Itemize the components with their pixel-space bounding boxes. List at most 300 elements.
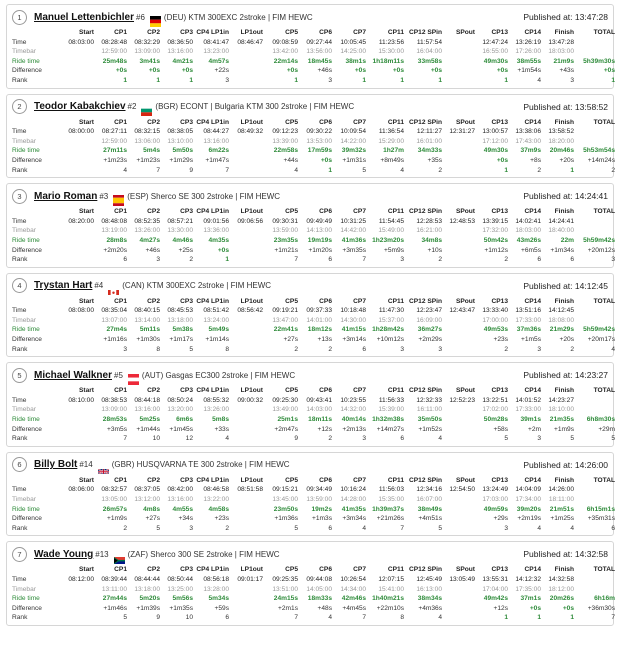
ride-cell: 23m50s: [273, 505, 298, 513]
column-header: SPout: [455, 566, 475, 574]
time-cell: 14:12:32: [515, 575, 541, 583]
ride-cell: 4m57s: [208, 57, 229, 65]
time-cell: 10:05:45: [340, 38, 366, 46]
timebar-cell: 17:32:00: [482, 227, 508, 235]
timebar-cell: 15:37:00: [378, 316, 404, 324]
ride-cell: 22m58s: [273, 147, 298, 155]
flag-deu-icon: [150, 14, 161, 21]
ride-cell: 1h27m: [383, 147, 404, 155]
timebar-cell: [60, 137, 94, 147]
rank-cell: 7: [294, 256, 298, 264]
rank-cell: [442, 434, 475, 444]
ride-cell: 18m45s: [307, 57, 332, 65]
row-label: Timebar: [12, 496, 36, 503]
ride-cell: 1h28m42s: [372, 326, 404, 334]
time-cell: 13:33:40: [482, 307, 508, 315]
row-label: Rank: [12, 435, 28, 443]
timebar-cell: 13:59:00: [272, 227, 298, 235]
timebar-cell: [442, 47, 475, 57]
timebar-cell: 13:26:00: [203, 406, 229, 414]
flag-can-icon: [108, 282, 119, 289]
column-header: [12, 476, 60, 486]
rank-cell: 4: [537, 76, 541, 84]
diff-cell: +3m35s: [342, 246, 366, 254]
row-label: Time: [12, 486, 27, 494]
rank-cell: 5: [362, 166, 366, 174]
rank-cell: [60, 76, 94, 86]
time-cell: 08:08:00: [68, 307, 94, 315]
ride-cell: 39m1s: [520, 416, 541, 424]
rank-cell: [442, 166, 475, 176]
column-header: Start: [78, 476, 94, 484]
rank-cell: [60, 255, 94, 265]
column-header: SPout: [455, 297, 475, 305]
ride-cell: 38m34s: [417, 595, 442, 603]
timebar-cell: [442, 316, 475, 326]
rank-cell: 3: [400, 256, 404, 264]
ride-cell: 5h59m42s: [583, 326, 615, 334]
ride-cell: [229, 236, 263, 246]
time-row: [12, 306, 615, 316]
rank-row: [12, 613, 615, 623]
timebar-row: [12, 137, 615, 147]
rider-card: [6, 541, 614, 626]
diff-cell: +1m14s: [205, 336, 229, 344]
timebar-cell: 18:20:00: [548, 137, 574, 145]
ride-cell: 5m56s: [172, 595, 193, 603]
timebar-cell: [229, 226, 263, 236]
rider-name-link[interactable]: Billy Bolt: [34, 459, 78, 471]
ride-cell: [442, 505, 475, 515]
column-header: Start: [78, 297, 94, 305]
diff-cell: +27s: [283, 336, 298, 344]
column-header: CP5: [285, 29, 298, 36]
diff-cell: +2m29s: [418, 336, 442, 344]
column-header: LP1out: [240, 118, 263, 126]
rider-name-link[interactable]: Michael Walkner: [34, 369, 112, 381]
time-cell: 08:38:05: [167, 128, 193, 136]
rider-info: (AUT) Gasgas EC300 2stroke | FIM HEWC: [141, 370, 296, 380]
rank-cell: 1: [328, 166, 332, 174]
ride-cell: 5h59m42s: [583, 236, 615, 244]
time-cell: 12:47:24: [482, 38, 508, 46]
column-header: Start: [78, 387, 94, 395]
ride-cell: 4m21s: [172, 57, 193, 65]
rider-header: [12, 366, 608, 384]
rider-card: [6, 4, 614, 89]
rank-cell: 3: [123, 345, 127, 353]
ride-cell: 1h39m37s: [372, 505, 404, 513]
time-row: [12, 38, 615, 48]
column-header: Finish: [554, 118, 574, 126]
diff-cell: +1m45s: [169, 425, 193, 433]
row-label: Timebar: [12, 316, 36, 324]
timebar-cell: 13:18:00: [134, 585, 160, 593]
time-cell: 14:12:45: [548, 307, 574, 315]
ride-cell: 20m26s: [549, 595, 574, 603]
timebar-cell: 13:09:00: [134, 48, 160, 56]
timebar-row: [12, 405, 615, 415]
column-header: Finish: [554, 29, 574, 36]
ride-cell: 24m15s: [273, 595, 298, 603]
diff-cell: +1m31s: [342, 156, 366, 164]
diff-cell: [442, 514, 475, 524]
ride-cell: [60, 505, 94, 515]
timebar-cell: 17:26:00: [515, 48, 541, 56]
rank-cell: 8: [400, 614, 404, 622]
time-cell: 12:32:33: [416, 396, 442, 404]
column-header: TOTAL: [593, 476, 615, 484]
timebar-cell: 14:03:00: [306, 406, 332, 414]
diff-cell: +13s: [317, 336, 332, 344]
rank-cell: 2: [189, 256, 193, 264]
time-cell: 08:44:18: [134, 396, 160, 404]
column-header: CP3: [180, 297, 193, 305]
diff-cell: +33s: [214, 425, 229, 433]
column-header: CP6: [319, 208, 332, 216]
column-header: CP2: [147, 118, 160, 126]
time-cell: 08:28:48: [101, 38, 127, 46]
ride-row: [12, 57, 615, 67]
timebar-cell: 13:30:00: [167, 227, 193, 235]
time-cell: 09:25:35: [272, 575, 298, 583]
ride-cell: 41m35s: [341, 505, 366, 513]
timebar-cell: 17:33:00: [515, 406, 541, 414]
rider-name-link[interactable]: Trystan Hart: [34, 280, 93, 292]
timebar-cell: 17:02:00: [482, 406, 508, 414]
rank-cell: 1: [611, 76, 615, 84]
row-label: Ride time: [12, 595, 40, 603]
rank-cell: 2: [438, 256, 442, 264]
rank-cell: 10: [185, 614, 193, 622]
rank-cell: 8: [156, 345, 160, 353]
rank-cell: [442, 76, 475, 86]
timebar-cell: 16:21:00: [416, 227, 442, 235]
timebar-cell: 13:28:00: [203, 585, 229, 593]
rank-cell: [60, 613, 94, 623]
time-cell: 13:55:31: [482, 575, 508, 583]
published-value: 14:23:27: [574, 370, 608, 381]
time-cell: 10:16:24: [340, 486, 366, 494]
column-header: CP14: [524, 118, 541, 126]
diff-cell: [60, 514, 94, 524]
row-label: Difference: [12, 604, 42, 612]
ride-cell: 50m28s: [483, 416, 508, 424]
column-header: Finish: [554, 208, 574, 216]
diff-cell: +0s: [181, 67, 193, 75]
published-time: [523, 191, 608, 201]
column-header: CP4 LP1in: [196, 566, 229, 574]
timebar-cell: 14:22:00: [340, 137, 366, 145]
diff-cell: [229, 514, 263, 524]
ride-cell: [229, 57, 263, 67]
published-time: [523, 102, 608, 112]
time-cell: 14:23:27: [548, 396, 574, 404]
ride-cell: 40m14s: [341, 416, 366, 424]
diff-cell: +21m26s: [376, 515, 404, 523]
diff-cell: +0s: [148, 67, 160, 75]
diff-cell: +1m35s: [169, 604, 193, 612]
rank-cell: 9: [156, 614, 160, 622]
timebar-cell: 14:13:00: [306, 227, 332, 235]
column-header: CP13: [491, 118, 508, 126]
time-cell: 12:28:53: [416, 217, 442, 225]
diff-cell: [60, 604, 94, 614]
row-label: Time: [12, 128, 27, 136]
row-label: Rank: [12, 76, 28, 84]
published-value: 14:24:41: [574, 191, 608, 202]
column-header: TOTAL: [593, 118, 615, 126]
rank-cell: 3: [328, 76, 332, 84]
time-cell: 08:49:32: [237, 128, 263, 136]
rank-cell: 4: [328, 614, 332, 622]
time-cell: 12:43:47: [449, 307, 475, 315]
rank-cell: 7: [156, 166, 160, 174]
diff-row: [12, 604, 615, 614]
diff-cell: +1m25s: [550, 515, 574, 523]
timebar-cell: 16:01:00: [416, 137, 442, 145]
ride-row: [12, 505, 615, 515]
time-cell: [442, 38, 475, 48]
timebar-cell: 17:00:00: [482, 316, 508, 324]
timebar-cell: 18:11:00: [548, 496, 574, 503]
column-header: [12, 297, 60, 307]
time-cell: 08:45:53: [167, 307, 193, 315]
time-cell: 12:45:49: [416, 575, 442, 583]
row-label: Timebar: [12, 585, 36, 593]
column-header: CP3: [180, 29, 193, 36]
timebar-cell: 13:16:00: [134, 406, 160, 414]
ride-cell: 49m59s: [483, 505, 508, 513]
diff-cell: +0s: [115, 67, 127, 75]
time-cell: 13:38:06: [515, 128, 541, 136]
diff-cell: +44s: [283, 156, 298, 164]
diff-cell: +1m29s: [169, 156, 193, 164]
timebar-cell: 13:23:00: [203, 48, 229, 56]
diff-cell: +8s: [530, 156, 541, 164]
rank-cell: 2: [438, 166, 442, 174]
published-value: 14:12:45: [574, 280, 608, 291]
timebar-cell: 13:56:00: [306, 48, 332, 56]
rank-cell: 8: [225, 345, 229, 353]
diff-cell: +1m23s: [103, 156, 127, 164]
timebar-cell: 14:42:00: [340, 227, 366, 235]
timebar-cell: 17:33:00: [515, 316, 541, 324]
timebar-cell: 13:07:00: [101, 316, 127, 324]
ride-cell: 5h39m30s: [583, 57, 615, 65]
diff-cell: +1m9s: [554, 425, 574, 433]
header-row: [12, 28, 615, 38]
ride-cell: 1h40m21s: [372, 595, 404, 603]
ride-cell: 6h15m1s: [586, 505, 615, 513]
timebar-cell: 17:12:00: [482, 137, 508, 145]
timebar-cell: 13:05:00: [101, 496, 127, 503]
rank-cell: 5: [438, 524, 442, 532]
column-header: [12, 207, 60, 217]
time-cell: 10:18:48: [340, 307, 366, 315]
time-cell: 08:56:18: [203, 575, 229, 583]
time-cell: 08:06:00: [68, 486, 94, 494]
splits-table: [12, 207, 615, 265]
row-label: Time: [12, 217, 27, 225]
diff-cell: [442, 246, 475, 256]
ride-row: [12, 325, 615, 335]
timebar-cell: [574, 137, 615, 147]
header-row: [12, 476, 615, 486]
ride-cell: 39m20s: [516, 505, 541, 513]
diff-cell: +8m49s: [380, 156, 404, 164]
column-header: CP3: [180, 118, 193, 126]
time-cell: 08:44:27: [203, 128, 229, 136]
time-cell: 08:42:00: [167, 486, 193, 494]
time-cell: 08:20:00: [68, 217, 94, 225]
column-header: CP1: [114, 208, 127, 216]
column-header: CP4 LP1in: [196, 208, 229, 216]
column-header: CP13: [491, 476, 508, 484]
row-label: Ride time: [12, 416, 40, 424]
rank-cell: 2: [328, 435, 332, 443]
ride-cell: 39m32s: [341, 147, 366, 155]
diff-cell: +1m20s: [308, 246, 332, 254]
column-header: SPout: [455, 118, 475, 126]
timebar-cell: [60, 316, 94, 326]
timebar-cell: 18:08:00: [548, 316, 574, 324]
rank-row: [12, 76, 615, 86]
ride-cell: 38m55s: [516, 57, 541, 65]
row-label: Time: [12, 575, 27, 583]
rank-cell: 1: [123, 76, 127, 84]
diff-cell: +1m16s: [103, 336, 127, 344]
time-cell: 09:34:49: [306, 486, 332, 494]
time-cell: 08:51:58: [237, 486, 263, 494]
time-row: [12, 396, 615, 406]
time-cell: 08:35:04: [101, 307, 127, 315]
diff-cell: +20m12s: [587, 246, 615, 254]
rider-card: [6, 273, 614, 358]
column-header: CP4 LP1in: [196, 297, 229, 305]
ride-cell: [229, 594, 263, 604]
diff-row: [12, 335, 615, 345]
rank-cell: 1: [504, 166, 508, 174]
ride-cell: 25m48s: [102, 57, 127, 65]
rank-row: [12, 166, 615, 176]
flag-gbr-icon: [98, 461, 109, 468]
timebar-row: [12, 226, 615, 236]
splits-table: [12, 297, 615, 355]
position-badge: 5: [12, 368, 27, 383]
ride-cell: 1h23m20s: [372, 236, 404, 244]
rank-cell: 4: [611, 345, 615, 353]
diff-cell: +14m27s: [376, 425, 404, 433]
diff-cell: +3m14s: [342, 336, 366, 344]
column-header: [12, 565, 60, 575]
rank-row: [12, 434, 615, 444]
published-label: Published at:: [523, 12, 573, 22]
diff-cell: +5m9s: [384, 246, 404, 254]
rider-header: [12, 98, 608, 116]
ride-cell: 49m42s: [483, 595, 508, 603]
rank-cell: 4: [294, 166, 298, 174]
timebar-cell: [60, 495, 94, 505]
rider-name-link[interactable]: Manuel Lettenbichler: [34, 11, 135, 23]
ride-cell: 5m38s: [172, 326, 193, 334]
time-cell: 09:01:17: [237, 575, 263, 583]
timebar-cell: [442, 495, 475, 505]
timebar-cell: 18:03:00: [548, 48, 574, 56]
time-cell: 08:37:05: [134, 486, 160, 494]
ride-cell: 27m11s: [103, 147, 127, 155]
column-header: CP4 LP1in: [196, 476, 229, 484]
diff-cell: +2m47s: [274, 425, 298, 433]
ride-cell: 18m11s: [308, 416, 332, 424]
ride-row: [12, 594, 615, 604]
ride-cell: 5m34s: [208, 595, 229, 603]
rank-cell: 7: [123, 435, 127, 443]
diff-cell: +46s: [317, 67, 332, 75]
time-cell: 11:57:54: [416, 38, 442, 46]
rank-cell: 4: [438, 614, 442, 622]
column-header: CP14: [524, 387, 541, 395]
rank-cell: 1: [570, 166, 574, 174]
time-cell: 08:50:24: [167, 396, 193, 404]
rank-cell: 9: [294, 435, 298, 443]
rider-name-link[interactable]: Wade Young: [34, 548, 94, 560]
timebar-cell: 17:43:00: [515, 137, 541, 145]
diff-cell: +12s: [317, 425, 332, 433]
rank-cell: 5: [123, 614, 127, 622]
splits-table: [12, 476, 615, 534]
column-header: CP12 SPin: [409, 476, 442, 484]
column-header: SPout: [455, 387, 475, 395]
splits-table: [12, 28, 615, 86]
diff-cell: +22m10s: [376, 604, 404, 612]
published-time: [523, 549, 608, 559]
rider-info: (CAN) KTM 300EXC 2stroke | FIM HEWC: [122, 281, 272, 291]
rider-name-link[interactable]: Mario Roman: [34, 190, 98, 202]
diff-cell: [60, 66, 94, 76]
ride-cell: 5m11s: [139, 326, 160, 334]
timebar-cell: [60, 585, 94, 595]
rider-name-link[interactable]: Teodor Kabakchiev: [34, 101, 126, 113]
time-cell: 09:08:59: [272, 38, 298, 46]
column-header: SPout: [455, 29, 475, 36]
rank-cell: 5: [504, 435, 508, 443]
time-cell: 11:47:30: [378, 307, 404, 315]
time-cell: 13:24:49: [482, 486, 508, 494]
timebar-cell: [574, 226, 615, 236]
ride-cell: 22m14s: [273, 57, 298, 65]
time-cell: 12:31:27: [449, 128, 475, 136]
ride-cell: 5m25s: [139, 416, 160, 424]
row-label: Timebar: [12, 137, 36, 145]
rider-card: [6, 362, 614, 447]
column-header: Finish: [554, 476, 574, 484]
rank-cell: 2: [537, 166, 541, 174]
timebar-cell: [60, 405, 94, 415]
column-header: CP7: [353, 297, 366, 305]
ride-cell: 4m8s: [143, 505, 160, 513]
rank-cell: 5: [189, 345, 193, 353]
ride-cell: 20m46s: [549, 147, 574, 155]
time-cell: 08:32:29: [134, 38, 160, 46]
time-cell: 14:32:58: [548, 575, 574, 583]
column-header: CP14: [524, 208, 541, 216]
ride-cell: 4m27s: [139, 236, 160, 244]
diff-cell: +0s: [430, 67, 442, 75]
rank-cell: [229, 613, 263, 623]
ride-cell: [442, 57, 475, 67]
column-header: CP1: [114, 387, 127, 395]
